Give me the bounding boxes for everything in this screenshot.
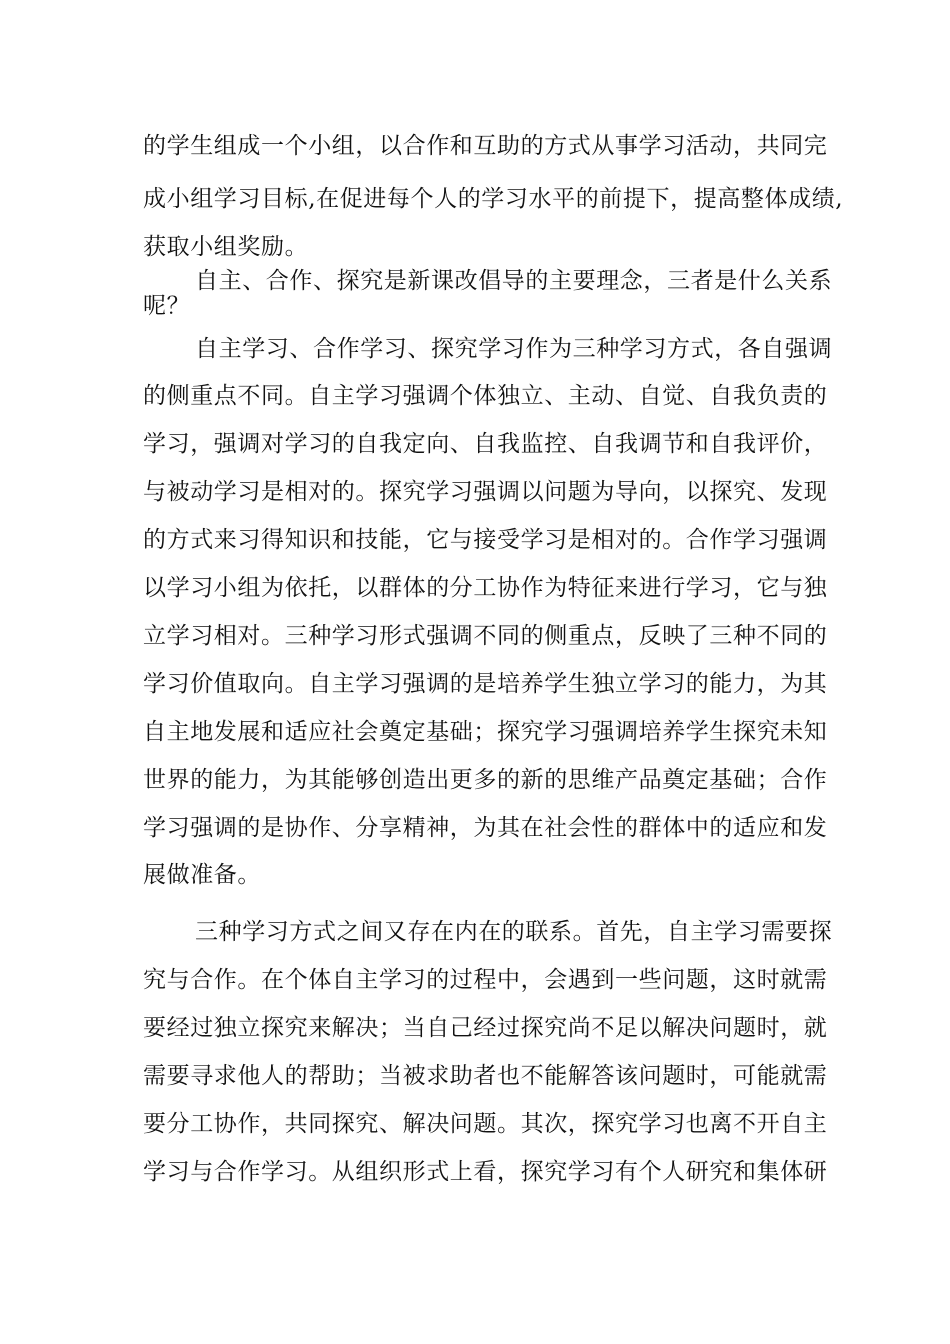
text-line: 学习价值取向。自主学习强调的是培养学生独立学习的能力，为其: [143, 671, 828, 697]
text-line: 自主地发展和适应社会奠定基础；探究学习强调培养学生探究未知: [143, 719, 828, 745]
text-line: 究与合作。在个体自主学习的过程中，会遇到一些问题，这时就需: [143, 967, 828, 993]
text-line: 以学习小组为依托，以群体的分工协作为特征来进行学习，它与独: [143, 575, 828, 601]
text-line: 要分工协作，共同探究、解决问题。其次，探究学习也离不开自主: [143, 1111, 828, 1137]
text-line: 立学习相对。三种学习形式强调不同的侧重点，反映了三种不同的: [143, 623, 828, 649]
text-line: 学习与合作学习。从组织形式上看，探究学习有个人研究和集体研: [143, 1159, 828, 1185]
text-line: 的侧重点不同。自主学习强调个体独立、主动、自觉、自我负责的: [143, 383, 828, 409]
text-line: 展做准备。: [143, 862, 261, 888]
text-line: 的方式来习得知识和技能，它与接受学习是相对的。合作学习强调: [143, 527, 828, 553]
text-line: 学习，强调对学习的自我定向、自我监控、自我调节和自我评价，: [143, 431, 828, 457]
text-line: 的学生组成一个小组，以合作和互助的方式从事学习活动，共同完: [143, 133, 828, 159]
text-line: 三种学习方式之间又存在内在的联系。首先，自主学习需要探: [195, 919, 833, 945]
text-line: 学习强调的是协作、分享精神，为其在社会性的群体中的适应和发: [143, 815, 828, 841]
text-line: 需要寻求他人的帮助；当被求助者也不能解答该问题时，可能就需: [143, 1063, 828, 1089]
text-line: 成小组学习目标,在促进每个人的学习水平的前提下，提高整体成绩,: [143, 186, 844, 212]
text-line: 世界的能力，为其能够创造出更多的新的思维产品奠定基础；合作: [143, 767, 828, 793]
text-line: 呢？: [143, 293, 191, 319]
text-line: 自主、合作、探究是新课改倡导的主要理念，三者是什么关系: [195, 268, 833, 294]
text-line: 与被动学习是相对的。探究学习强调以问题为导向，以探究、发现: [143, 479, 828, 505]
text-line: 自主学习、合作学习、探究学习作为三种学习方式，各自强调: [195, 336, 833, 362]
text-line: 获取小组奖励。: [143, 234, 309, 260]
text-line: 要经过独立探究来解决；当自己经过探究尚不足以解决问题时，就: [143, 1015, 828, 1041]
